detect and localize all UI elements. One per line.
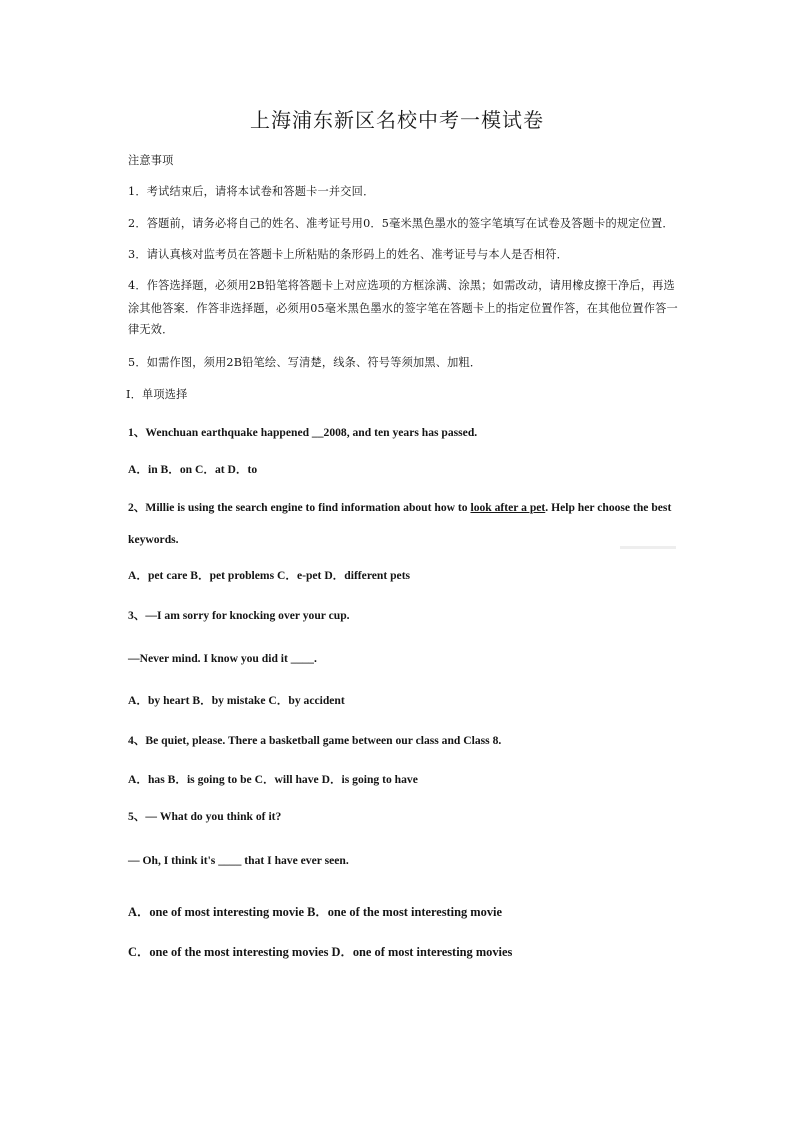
notice-item-4-line-1: 4．作答选择题，必须用2B铅笔将答题卡上对应选项的方框涂满、涂黑；如需改动，请用橡皮擦干净后，再选 — [128, 279, 675, 292]
notice-heading: 注意事项 — [128, 154, 174, 167]
question-3-stem-reply: —Never mind. I know you did it ____. — [128, 652, 317, 665]
question-2-stem — [128, 499, 671, 515]
notice-item-1: 1．考试结束后，请将本试卷和答题卡一并交回． — [128, 185, 375, 198]
question-1-options: A．in B．on C．at D．to — [128, 463, 258, 476]
question-5-options-row-1: A．one of most interesting movie B．one of the most interesting movie — [128, 905, 502, 919]
notice-item-3: 3．请认真核对监考员在答题卡上所粘贴的条形码上的姓名、准考证号与本人是否相符． — [128, 248, 569, 261]
notice-item-5: 5．如需作图，须用2B铅笔绘、写清楚，线条、符号等须加黑、加粗． — [128, 356, 482, 369]
question-2-stem-end: . Help her choose the best — [545, 501, 672, 514]
question-2-stem-continued: keywords. — [128, 533, 179, 546]
question-4-stem: 4、Be quiet, please. There a basketball game between our class and Class 8. — [128, 734, 502, 747]
section-heading: Ⅰ．单项选择 — [126, 388, 188, 401]
question-3-options: A．by heart B．by mistake C．by accident — [128, 694, 345, 707]
question-3-stem: 3、—I am sorry for knocking over your cup. — [128, 609, 350, 622]
question-2-options: A．pet care B．pet problems C．e-pet D．different pets — [128, 569, 411, 582]
question-2-stem-start: 2、Millie is using the search engine to find information about how to — [128, 501, 471, 514]
notice-item-4-line-3: 律无效． — [128, 323, 174, 336]
exam-title: 上海浦东新区名校中考一模试卷 — [250, 108, 544, 132]
question-5-stem: 5、— What do you think of it? — [128, 810, 282, 823]
question-5-stem-reply: — Oh, I think it's ____ that I have ever seen. — [128, 854, 349, 867]
question-1-stem: 1、Wenchuan earthquake happened __2008, and ten years has passed. — [128, 426, 478, 439]
question-5-options-row-2: C．one of the most interesting movies D．one of most interesting movies — [128, 945, 513, 959]
notice-item-2: 2．答题前，请务必将自己的姓名、准考证号用0．5毫米黑色墨水的签字笔填写在试卷及答题卡的规定位置． — [128, 217, 674, 230]
question-2-underlined-phrase: look after a pet — [470, 501, 546, 514]
notice-item-4-line-2: 涂其他答案．作答非选择题，必须用05毫米黑色墨水的签字笔在答题卡上的指定位置作答，在其他位置作答一 — [128, 302, 678, 315]
scan-smudge — [620, 546, 676, 549]
question-4-options: A．has B．is going to be C．will have D．is going to have — [128, 773, 418, 786]
